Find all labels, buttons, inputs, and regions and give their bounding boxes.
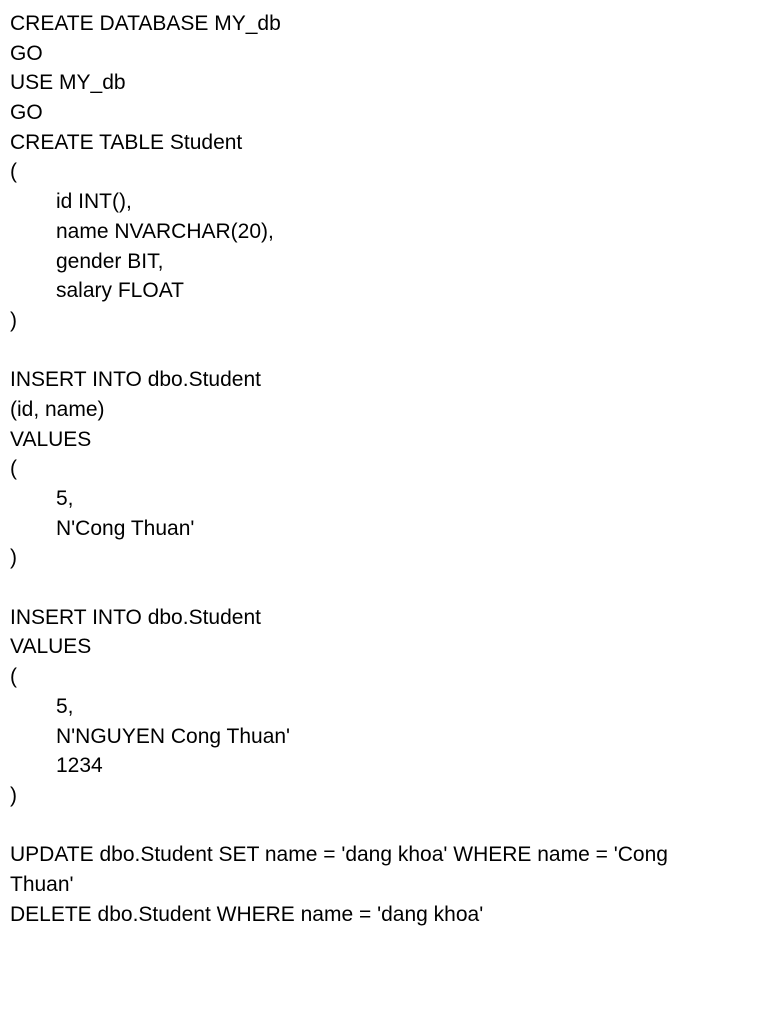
blank-line bbox=[10, 336, 750, 366]
sql-document bbox=[10, 9, 750, 929]
code-line: USE MY_db bbox=[10, 71, 126, 95]
code-line: ) bbox=[10, 783, 17, 807]
code-line: ( bbox=[10, 457, 17, 481]
code-line: GO bbox=[10, 41, 43, 65]
code-line: ( bbox=[10, 665, 17, 689]
code-line: gender BIT, bbox=[56, 249, 164, 273]
code-line: VALUES bbox=[10, 427, 92, 451]
code-line: CREATE TABLE Student bbox=[10, 130, 243, 154]
code-line: id INT(), bbox=[56, 190, 132, 214]
code-line: salary FLOAT bbox=[56, 279, 184, 303]
code-line: ( bbox=[10, 160, 17, 184]
code-line: N'NGUYEN Cong Thuan' bbox=[56, 724, 291, 748]
code-line: Thuan' bbox=[10, 872, 74, 896]
code-line: ) bbox=[10, 308, 17, 332]
code-line: GO bbox=[10, 101, 43, 125]
code-line: UPDATE dbo.Student SET name = 'dang khoa' WHERE name = 'Cong bbox=[10, 843, 668, 867]
code-line: 5, bbox=[56, 487, 74, 510]
code-line: 1234 bbox=[56, 754, 103, 778]
code-line: ) bbox=[10, 546, 17, 570]
code-line: (id, name) bbox=[10, 397, 105, 421]
blank-line bbox=[10, 811, 750, 841]
code-line: VALUES bbox=[10, 635, 92, 659]
code-line: INSERT INTO dbo.Student bbox=[10, 605, 261, 629]
code-line: N'Cong Thuan' bbox=[56, 516, 195, 540]
code-line: name NVARCHAR(20), bbox=[56, 219, 274, 243]
blank-line bbox=[10, 573, 750, 603]
code-line: CREATE DATABASE MY_db bbox=[10, 12, 281, 35]
code-line: INSERT INTO dbo.Student bbox=[10, 368, 261, 392]
code-line: 5, bbox=[56, 694, 74, 718]
code-line: DELETE dbo.Student WHERE name = 'dang khoa' bbox=[10, 902, 484, 926]
